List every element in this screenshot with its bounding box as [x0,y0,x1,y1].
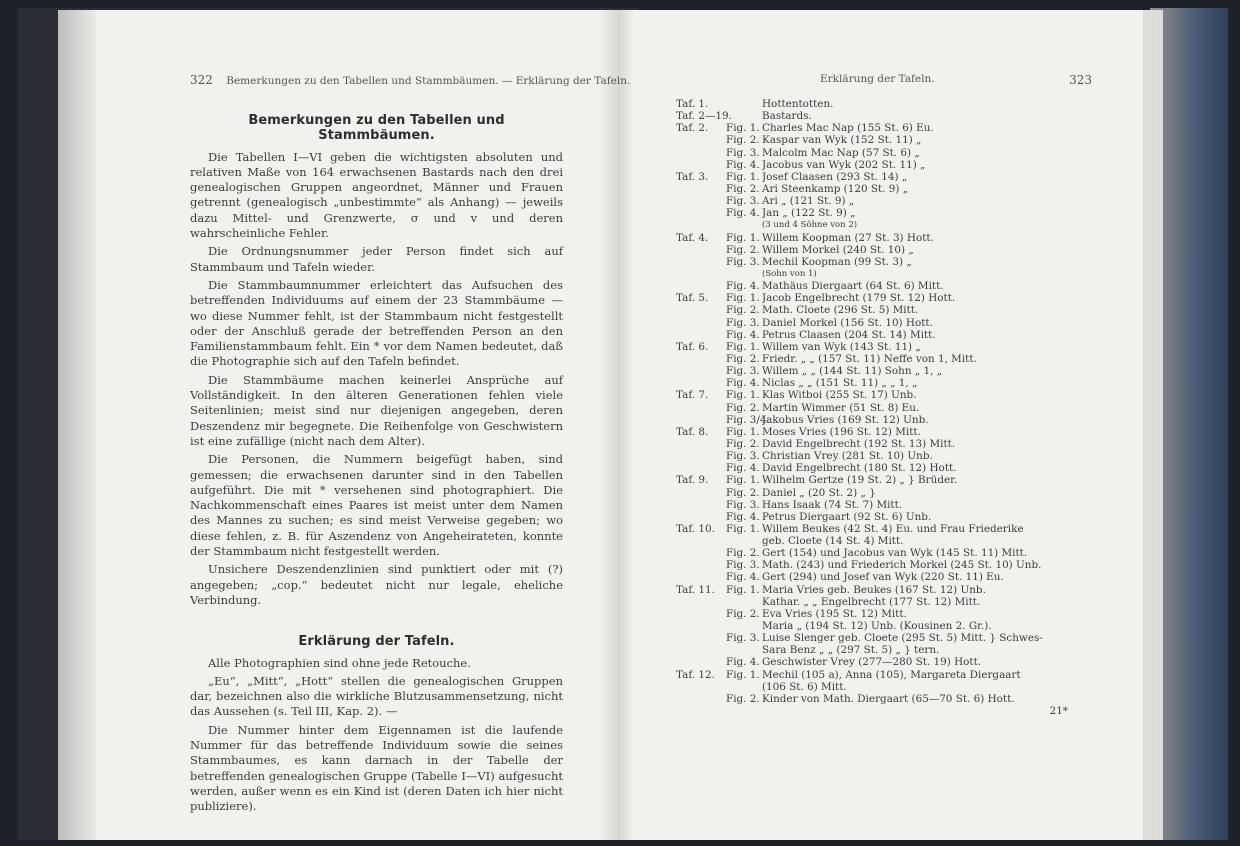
plate-desc: 21* [1049,705,1068,718]
plate-desc: Jakobus Vries (169 St. 12) Unb. [762,413,929,426]
plate-taf [676,244,726,256]
plate-fig: Fig. 1. [726,474,760,487]
plate-fig: Fig. 3. [726,559,760,572]
plate-fig: Fig. 3. [726,450,760,463]
plate-taf: Taf. 6. [676,340,709,353]
plate-entry-row [676,632,1116,644]
plate-entry-row [676,487,1116,499]
plate-entry-row [676,547,1116,559]
plate-entry-row [676,147,1116,159]
plate-taf [676,377,726,389]
plate-entry-row [676,110,1116,122]
plate-fig [726,620,762,632]
left-text-column [190,113,563,817]
plate-desc: Daniel Morkel (156 St. 10) Hott. [762,316,933,329]
plate-entry-row [676,535,1116,547]
plate-entry-row [676,571,1116,583]
plate-fig [726,268,762,280]
plate-fig [726,596,762,608]
plate-entry-row [676,207,1116,219]
plate-entry-row [676,171,1116,183]
paragraph: Die Ordnungsnummer jeder Person findet sich auf Stammbaum und Tafeln wieder. [190,244,563,274]
plate-desc: Christian Vrey (281 St. 10) Unb. [762,450,933,463]
plate-entry-row [676,511,1116,523]
plate-entry-row [676,341,1116,353]
paragraph: Die Stammbaumnummer erleichtert das Aufsuchen des betreffenden Individuums auf einem der 23 Stammbäume — wo diese Nummer fehlt, ist der Stammbaum nicht festgestellt oder der Anschluß gerade der betreffenden Person an den Familienstammbaum fehlt. Ein * vor dem Namen bedeutet, daß die Photographie sich auf den Tafeln befindet. [190,277,563,369]
plate-desc: (3 und 4 Söhne von 2) [762,220,858,231]
plate-fig: Fig. 2. [726,547,760,560]
plate-taf [676,134,726,146]
plate-taf [676,681,726,693]
plate-entry-row [676,219,1116,231]
plate-entry-row [676,280,1116,292]
plate-taf [676,693,726,705]
plate-desc: Gert (294) und Josef van Wyk (220 St. 11) Eu. [762,571,1004,584]
plate-taf: Taf. 7. [676,389,709,402]
plate-taf [676,365,726,377]
plate-taf [676,705,726,717]
plate-taf: Taf. 1. [676,98,709,110]
plate-taf: Taf. 4. [676,231,709,244]
plate-fig: Fig. 1. [726,522,760,535]
plate-taf [676,353,726,365]
plate-entry-row [676,232,1116,244]
left-running-head-text: Bemerkungen zu den Tabellen und Stammbäumen. — Erklärung der Tafeln. [226,75,631,87]
plate-fig: Fig. 4. [726,328,760,341]
plate-desc: Petrus Diergaart (92 St. 6) Unb. [762,510,932,523]
plate-fig: Fig. 3. [726,195,760,208]
plate-desc: David Engelbrecht (192 St. 13) Mitt. [762,437,956,450]
plate-desc: Math. (243) und Friederich Morkel (245 St. 10) Unb. [762,559,1042,572]
plate-list [676,98,1116,717]
plate-fig [726,110,762,122]
plate-entry-row [676,450,1116,462]
heading-erklaerung: Erklärung der Tafeln. [298,634,455,650]
plate-desc: Petrus Claasen (204 St. 14) Mitt. [762,328,936,341]
plate-desc: Hottentotten. [762,98,834,110]
plate-desc: Mechil (105 a), Anna (105), Margareta Diergaart [762,668,1021,681]
plate-entry-row [676,134,1116,146]
right-gutter-shadow [618,10,634,840]
plate-desc: Geschwister Vrey (277—280 St. 19) Hott. [762,656,982,669]
plate-entry-row [676,183,1116,195]
plate-taf: Taf. 2—19. [676,110,732,123]
plate-taf [676,147,726,159]
plate-taf [676,414,726,426]
plate-entry-row [676,377,1116,389]
plate-entry-row [676,159,1116,171]
plate-taf: Taf. 2. [676,122,709,135]
plate-entry-row [676,122,1116,134]
plate-fig: Fig. 2. [726,243,760,256]
plate-taf [676,620,726,632]
plate-entry-row [676,268,1116,280]
plate-desc: Eva Vries (195 St. 12) Mitt. [762,607,907,620]
plate-taf [676,462,726,474]
plate-desc: Willem Koopman (27 St. 3) Hott. [762,231,934,244]
plate-taf [676,450,726,462]
plate-fig [726,535,762,547]
plate-desc: Malcolm Mac Nap (57 St. 6) „ [762,146,920,159]
plate-taf: Taf. 10. [676,522,715,535]
plate-fig [726,681,762,693]
plate-fig: Fig. 3. [726,146,760,159]
plate-taf [676,487,726,499]
plate-fig: Fig. 3. [726,498,760,511]
plate-fig: Fig. 1. [726,389,760,402]
plate-entry-row [676,474,1116,486]
plate-fig: Fig. 4. [726,571,760,584]
plate-taf [676,511,726,523]
plate-fig: Fig. 4. [726,510,760,523]
plate-taf [676,608,726,620]
plate-taf: Taf. 5. [676,292,709,305]
plate-fig: Fig. 2. [726,692,760,705]
plate-taf [676,632,726,644]
plate-desc: Friedr. „ „ (157 St. 11) Neffe von 1, Mitt. [762,352,977,365]
plate-taf [676,596,726,608]
plate-entry-row [676,329,1116,341]
plate-fig: Fig. 2. [726,352,760,365]
plate-fig: Fig. 3. [726,255,760,268]
left-page-edge [58,10,96,840]
plate-entry-row [676,304,1116,316]
plate-fig [726,705,762,717]
plate-entry-row [676,414,1116,426]
heading-bemerkungen: Bemerkungen zu den Tabellen und Stammbäumen. [248,113,505,144]
plate-entry-row [676,559,1116,571]
plate-entry-row [676,596,1116,608]
plate-desc: Math. Cloete (296 St. 5) Mitt. [762,304,919,317]
plate-desc: Maria Vries geb. Beukes (167 St. 12) Unb. [762,583,986,596]
plate-taf [676,159,726,171]
plate-desc: Josef Claasen (293 St. 14) „ [762,170,908,183]
plate-desc: Sara Benz „ „ (297 St. 5) „ } tern. [762,644,940,657]
plate-desc: Hans Isaak (74 St. 7) Mitt. [762,498,903,511]
plate-fig: Fig. 1. [726,340,760,353]
plate-entry-row [676,426,1116,438]
paragraph: „Eu“, „Mitt“, „Hott“ stellen die genealogischen Gruppen dar, bezeichnen also die wirkliche Blutzusammensetzung, nicht das Aussehen (s. Teil III, Kap. 2). — [190,673,563,719]
plate-fig: Fig. 2. [726,486,760,499]
plate-desc: David Engelbrecht (180 St. 12) Hott. [762,462,957,475]
plate-entry-row [676,644,1116,656]
plate-taf [676,535,726,547]
plate-fig: Fig. 3. [726,316,760,329]
plate-fig: Fig. 1. [726,231,760,244]
paragraph: Unsichere Deszendenzlinien sind punktiert oder mit (?) angegeben; „cop.“ bedeutet nicht nur legale, eheliche Verbindung. [190,562,563,607]
plate-fig: Fig. 3. [726,365,760,378]
plate-fig: Fig. 4. [726,158,760,171]
plate-desc: Wilhelm Gertze (19 St. 2) „ } Brüder. [762,474,958,487]
plate-taf [676,438,726,450]
plate-entry-row [676,620,1116,632]
plate-desc: Luise Slenger geb. Cloete (295 St. 5) Mitt. } Schwes- [762,632,1043,645]
plate-fig: Fig. 2. [726,134,760,147]
plate-entry-row [676,353,1116,365]
plate-entry-row [676,292,1116,304]
plate-desc: Bastards. [762,110,812,123]
plate-desc: Niclas „ „ (151 St. 11) „ „ 1, „ [762,377,918,390]
plate-fig: Fig. 1. [726,583,760,596]
paragraph: Die Stammbäume machen keinerlei Ansprüche auf Vollständigkeit. In den älteren Generationen fehlen viele Seitenlinien; meist sind nur diejenigen angegeben, deren Deszendenz mir begegnete. Die Reihenfolge von Geschwistern ist eine zufällige (nicht nach dem Alter). [190,372,563,448]
plate-taf [676,559,726,571]
plate-fig: Fig. 2. [726,304,760,317]
left-gutter-shadow [600,10,618,840]
plate-desc: Kinder von Math. Diergaart (65—70 St. 6) Hott. [762,692,1015,705]
plate-fig: Fig. 2. [726,437,760,450]
plate-fig [726,219,762,231]
plate-taf: Taf. 3. [676,170,709,183]
plate-desc: Maria „ (194 St. 12) Unb. (Kousinen 2. Gr.). [762,620,992,633]
plate-fig [726,98,762,110]
plate-taf [676,644,726,656]
paragraph: Die Nummer hinter dem Eigennamen ist die laufende Nummer für das betreffende Individuum sowie die seines Stammbaumes, es kann darnach in der Tabelle der betreffenden genealogischen Gruppe (Tabelle I—VI) aufgesucht werden, außer wenn es ein Kind ist (deren Daten ich hier nicht publiziere). [190,722,563,814]
plate-entry-row [676,98,1116,110]
plate-fig: Fig. 1. [726,170,760,183]
plate-taf [676,329,726,341]
paragraph: Die Personen, die Nummern beigefügt haben, sind gemessen; die erwachsenen darunter sind in den Tabellen aufgeführt. Die mit * versehenen sind photographiert. Die Nachkommenschaft eines Paares ist meist unter dem Namen des Mannes zu suchen; es sind meist Verweise gegeben; wo diese fehlen, z. B. für Aszendenz von Angeheirateten, konnte der Stammbaum nicht festgestellt werden. [190,452,563,559]
plate-desc: Moses Vries (196 St. 12) Mitt. [762,425,921,438]
plate-entry-row [676,195,1116,207]
plate-taf: Taf. 11. [676,583,715,596]
plate-desc: (106 St. 6) Mitt. [762,680,847,693]
plate-entry-row [676,438,1116,450]
plate-desc: Mathäus Diergaart (64 St. 6) Mitt. [762,280,944,293]
plate-fig: Fig. 4. [726,280,760,293]
plate-fig: Fig. 1. [726,425,760,438]
plate-fig: Fig. 1. [726,668,760,681]
plate-entry-row [676,584,1116,596]
plate-entry-row [676,693,1116,705]
plate-taf [676,256,726,268]
plate-desc: Daniel „ (20 St. 2) „ } [762,486,876,499]
plate-fig: Fig. 2. [726,401,760,414]
plate-entry-row [676,317,1116,329]
plate-desc: Willem Beukes (42 St. 4) Eu. und Frau Friederike [762,522,1024,535]
plate-taf: Taf. 12. [676,668,715,681]
plate-entry-row [676,365,1116,377]
right-running-head-text: Erklärung der Tafeln. [820,73,935,85]
plate-desc: Willem „ „ (144 St. 11) Sohn „ 1, „ [762,365,943,378]
plate-taf [676,304,726,316]
plate-fig: Fig. 1. [726,292,760,305]
plate-taf [676,280,726,292]
plate-entry-row [676,244,1116,256]
plate-entry-row [676,389,1116,401]
paragraph: Alle Photographien sind ohne jede Retouche. [208,655,471,670]
plate-desc: Klas Witboi (255 St. 17) Unb. [762,389,917,402]
plate-desc: Jacob Engelbrecht (179 St. 12) Hott. [762,292,956,305]
plate-fig: Fig. 3. [726,632,760,645]
plate-taf: Taf. 9. [676,474,709,487]
plate-entry-row [676,256,1116,268]
plate-fig: Fig. 4. [726,462,760,475]
plate-entry-row [676,402,1116,414]
plate-desc: Kaspar van Wyk (152 St. 11) „ [762,134,922,147]
plate-desc: Ari Steenkamp (120 St. 9) „ [762,182,909,195]
plate-taf [676,207,726,219]
plate-taf [676,195,726,207]
plate-entry-row [676,681,1116,693]
plate-entry-row [676,705,1116,717]
plate-taf: Taf. 8. [676,425,709,438]
plate-entry-row [676,669,1116,681]
left-page-number: 322 [190,73,213,87]
plate-desc: Willem Morkel (240 St. 10) „ [762,243,914,256]
plate-desc: Mechil Koopman (99 St. 3) „ [762,255,912,268]
plate-desc: Gert (154) und Jacobus van Wyk (145 St. 11) Mitt. [762,547,1028,560]
paragraph: Die Tabellen I—VI geben die wichtigsten absoluten und relativen Maße von 164 erwachsenen Bastards nach den drei genealogischen Gruppen angeordnet, Männer und Frauen getrennt (genealogisch „unbestimmte“ als Anhang) — jeweils dazu Mittel- und Grenzwerte, σ und v und deren wahrscheinliche Fehler. [190,149,563,241]
plate-desc: Charles Mac Nap (155 St. 6) Eu. [762,122,934,135]
plate-fig: Fig. 4. [726,207,760,220]
plate-entry-row [676,499,1116,511]
plate-entry-row [676,523,1116,535]
plate-taf [676,571,726,583]
plate-fig: Fig. 4. [726,377,760,390]
plate-desc: Kathar. „ „ Engelbrecht (177 St. 12) Mitt. [762,595,981,608]
plate-fig: Fig. 1. [726,122,760,135]
plate-entry-row [676,608,1116,620]
plate-fig [726,644,762,656]
plate-desc: Ari „ (121 St. 9) „ [762,195,855,208]
plate-taf [676,547,726,559]
plate-taf [676,317,726,329]
plate-fig: Fig. 4. [726,656,760,669]
plate-desc: (Sohn von 1) [762,268,817,279]
plate-taf [676,183,726,195]
plate-taf [676,268,726,280]
plate-taf [676,656,726,668]
right-page-number: 323 [1069,73,1092,87]
left-running-head [190,73,630,87]
plate-fig: Fig. 2. [726,182,760,195]
plate-desc: Jacobus van Wyk (202 St. 11) „ [762,158,926,171]
plate-desc: geb. Cloete (14 St. 4) Mitt. [762,535,904,548]
plate-fig: Fig. 3/4. [726,413,770,426]
plate-taf [676,499,726,511]
plate-entry-row [676,656,1116,668]
plate-fig: Fig. 2. [726,607,760,620]
plate-entry-row [676,462,1116,474]
plate-taf [676,402,726,414]
plate-desc: Jan „ (122 St. 9) „ [762,207,856,220]
right-page-edge [1143,10,1163,840]
plate-taf [676,219,726,231]
plate-desc: Willem van Wyk (143 St. 11) „ [762,340,921,353]
plate-desc: Martin Wimmer (51 St. 8) Eu. [762,401,920,414]
